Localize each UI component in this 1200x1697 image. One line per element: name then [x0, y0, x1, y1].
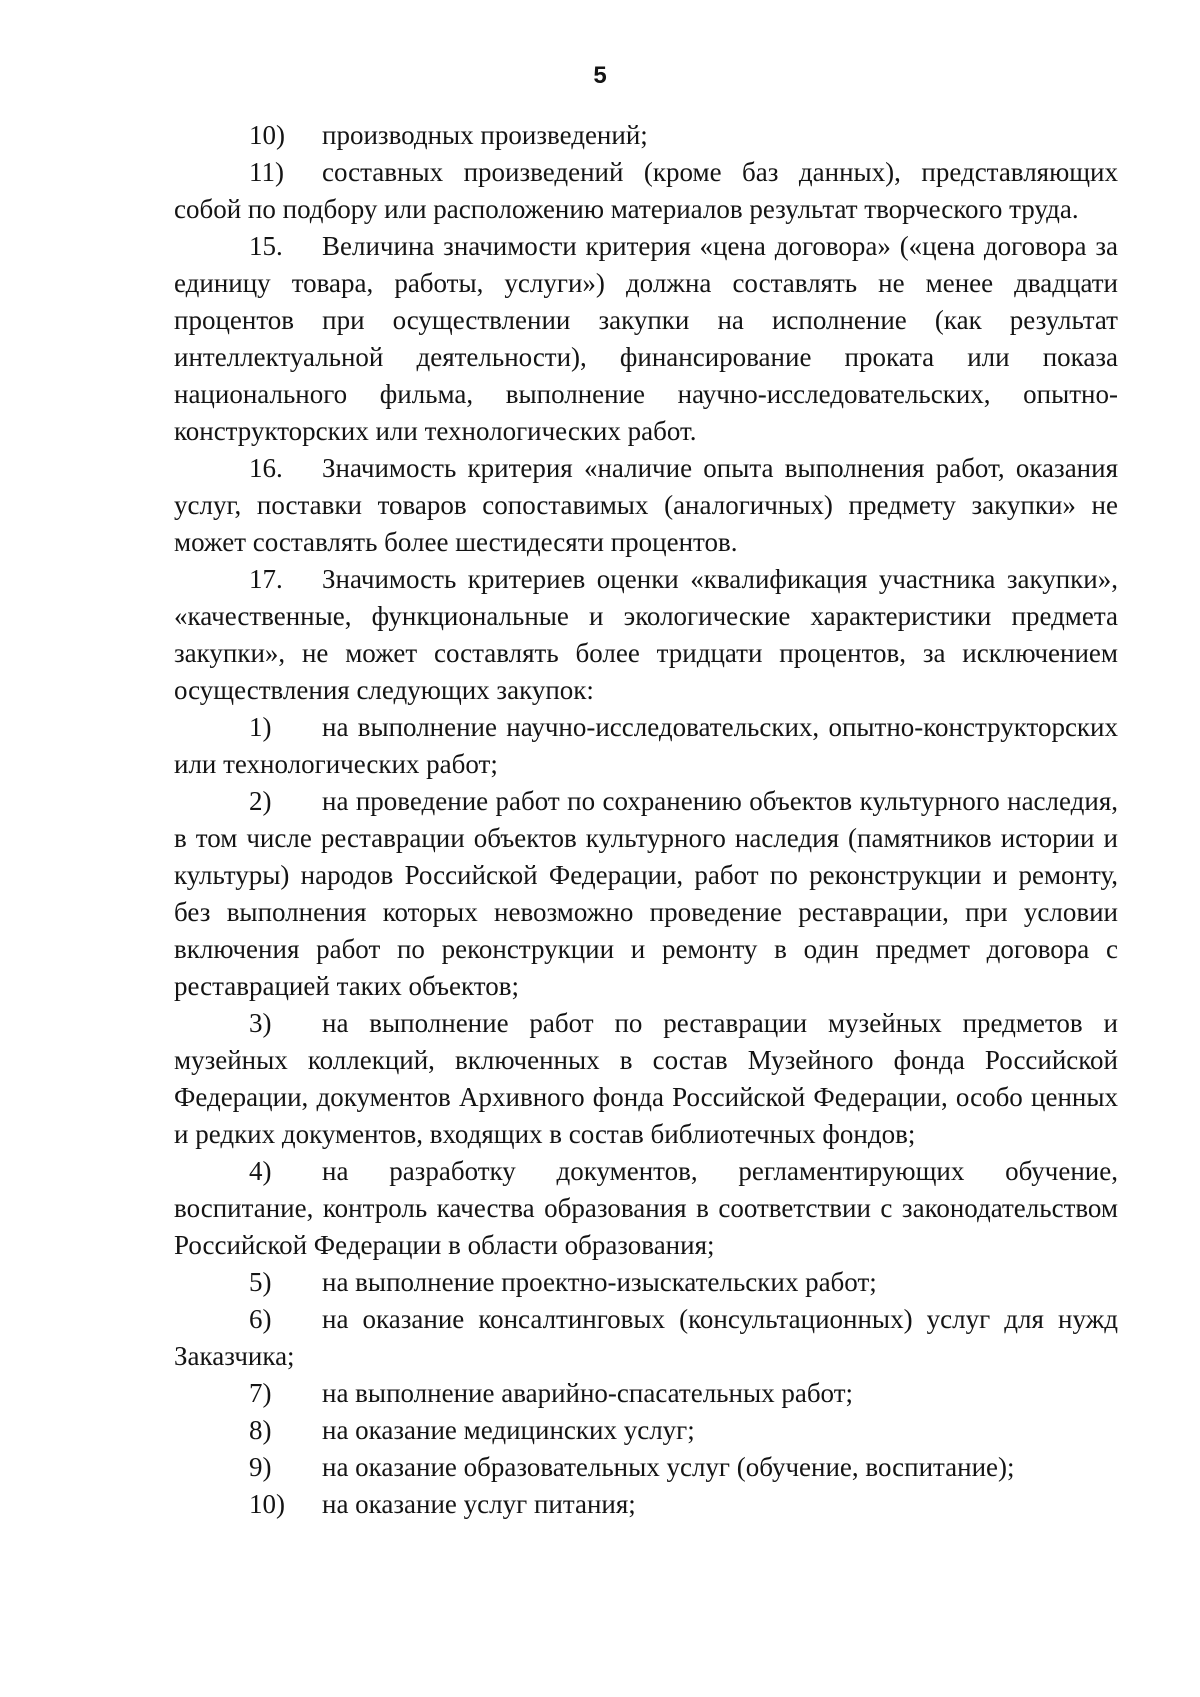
- item-text: на проведение работ по сохранению объектов культурного наследия, в том числе реставрации объектов культурного наследия (памятников истории и культуры) народов Российской Федерации, работ по реконструкции и ремонту, без выполнения которых невозможно проведение реставрации, при условии включения работ по реконструкции и ремонту в один предмет договора с реставрацией таких объектов;: [174, 786, 1118, 1001]
- list-item: [174, 1449, 1118, 1486]
- list-item: [174, 1375, 1118, 1412]
- item-number: 5): [249, 1267, 272, 1297]
- item-number: 10): [249, 1489, 285, 1519]
- item-number: 6): [249, 1304, 272, 1334]
- clause-text: Значимость критериев оценки «квалификация участника закупки», «качественные, функциональные и экологические характеристики предмета закупки», не может составлять более тридцати процентов, за исключением осуществления следующих закупок:: [174, 564, 1118, 705]
- list-item: [174, 117, 1118, 154]
- item-number: 8): [249, 1415, 272, 1445]
- item-number: 2): [249, 786, 272, 816]
- clause-number: 16.: [249, 453, 283, 483]
- list-item: [174, 1301, 1118, 1375]
- item-number: 4): [249, 1156, 272, 1186]
- document-body: [174, 117, 1118, 1523]
- list-item: [174, 1264, 1118, 1301]
- item-number: 1): [249, 712, 272, 742]
- list-item: [174, 1153, 1118, 1264]
- item-number: 11): [249, 157, 284, 187]
- list-item: [174, 1486, 1118, 1523]
- item-text: на оказание образовательных услуг (обучение, воспитание);: [322, 1452, 1015, 1482]
- item-text: на выполнение проектно-изыскательских работ;: [322, 1267, 877, 1297]
- item-text: на выполнение научно-исследовательских, опытно-конструкторских или технологических работ;: [174, 712, 1118, 779]
- item-text: на выполнение аварийно-спасательных работ;: [322, 1378, 853, 1408]
- clause-number: 15.: [249, 231, 283, 261]
- item-number: 10): [249, 120, 285, 150]
- clause-text: Значимость критерия «наличие опыта выполнения работ, оказания услуг, поставки товаров сопоставимых (аналогичных) предмету закупки» не может составлять более шестидесяти процентов.: [174, 453, 1118, 557]
- item-number: 9): [249, 1452, 272, 1482]
- clause: [174, 561, 1118, 709]
- list-item: [174, 709, 1118, 783]
- page-number: 5: [593, 62, 607, 89]
- list-item: [174, 1005, 1118, 1153]
- item-number: 7): [249, 1378, 272, 1408]
- clause: [174, 228, 1118, 450]
- clause-number: 17.: [249, 564, 283, 594]
- item-text: на оказание консалтинговых (консультационных) услуг для нужд Заказчика;: [174, 1304, 1118, 1371]
- list-item: [174, 154, 1118, 228]
- item-text: производных произведений;: [322, 120, 648, 150]
- list-item: [174, 1412, 1118, 1449]
- clause: [174, 450, 1118, 561]
- item-text: на оказание медицинских услуг;: [322, 1415, 695, 1445]
- item-text: на разработку документов, регламентирующих обучение, воспитание, контроль качества образования в соответствии с законодательством Российской Федерации в области образования;: [174, 1156, 1118, 1260]
- item-text: на выполнение работ по реставрации музейных предметов и музейных коллекций, включенных в состав Музейного фонда Российской Федерации, документов Архивного фонда Российской Федерации, особо ценных и редких документов, входящих в состав библиотечных фондов;: [174, 1008, 1118, 1149]
- item-text: составных произведений (кроме баз данных), представляющих собой по подбору или расположению материалов результат творческого труда.: [174, 157, 1118, 224]
- clause-text: Величина значимости критерия «цена договора» («цена договора за единицу товара, работы, услуги») должна составлять не менее двадцати процентов при осуществлении закупки на исполнение (как результат интеллектуальной деятельности), финансирование проката или показа национального фильма, выполнение научно-исследовательских, опытно-конструкторских или технологических работ.: [174, 231, 1118, 446]
- list-item: [174, 783, 1118, 1005]
- item-text: на оказание услуг питания;: [322, 1489, 636, 1519]
- item-number: 3): [249, 1008, 272, 1038]
